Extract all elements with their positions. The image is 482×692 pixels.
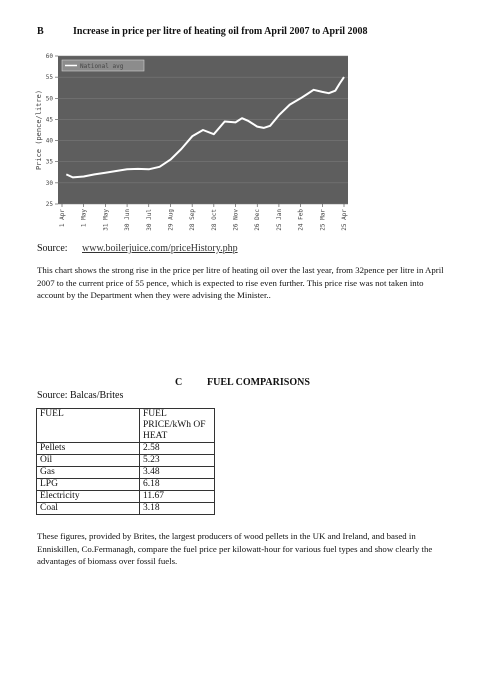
y-tick-label: 40 xyxy=(45,137,53,145)
x-tick-label: 26 Dec xyxy=(254,209,262,231)
fuel-price: 3.48 xyxy=(140,467,215,479)
section-c-source: Source: Balcas/Brites xyxy=(37,390,124,401)
x-tick-label: 31 May xyxy=(102,209,110,231)
y-tick-label: 25 xyxy=(45,201,53,208)
y-axis-ticks xyxy=(46,53,58,208)
section-b-letter: B xyxy=(37,26,44,37)
x-tick-label: 30 Jun xyxy=(124,209,132,231)
price-chart xyxy=(30,48,350,238)
table-row xyxy=(37,467,215,479)
fuel-comparison-table xyxy=(36,408,215,515)
x-tick-label: 26 Nov xyxy=(232,209,240,231)
legend-label: National avg xyxy=(80,63,124,70)
x-tick-label: 25 Apr xyxy=(341,209,348,231)
section-c-title: FUEL COMPARISONS xyxy=(207,377,310,388)
section-b-title: Increase in price per litre of heating oil from April 2007 to April 2008 xyxy=(73,26,368,37)
x-tick-label: 28 Sep xyxy=(189,209,197,231)
table-header-row xyxy=(37,409,215,443)
y-tick-label: 60 xyxy=(45,53,53,60)
x-tick-label: 24 Feb xyxy=(297,209,305,231)
x-tick-label: 29 Aug xyxy=(167,209,175,231)
x-tick-label: 30 Jul xyxy=(145,209,153,231)
x-tick-label: 25 Jan xyxy=(275,209,283,231)
legend xyxy=(62,60,144,71)
fuel-price: 5.23 xyxy=(140,455,215,467)
header-price: FUEL PRICE/kWh OF HEAT xyxy=(140,409,215,443)
fuel-name: LPG xyxy=(37,479,140,491)
y-tick-label: 30 xyxy=(45,179,53,187)
x-tick-label: 25 Mar xyxy=(319,209,327,231)
fuel-price: 3.18 xyxy=(140,503,215,515)
header-fuel: FUEL xyxy=(37,409,140,443)
fuel-name: Pellets xyxy=(37,443,140,455)
y-tick-label: 50 xyxy=(45,95,53,103)
section-c-paragraph: These figures, provided by Brites, the largest producers of wood pellets in the UK and Ireland, and based in Enniskillen, Co.Fermanagh, compare the fuel price per kilowatt-hour for various fuel types and show clearly the advantages of biomass over fossil fuels. xyxy=(37,531,433,566)
y-tick-label: 55 xyxy=(45,74,53,82)
table-row xyxy=(37,455,215,467)
table-row xyxy=(37,443,215,455)
table-row xyxy=(37,479,215,491)
x-tick-label: 1 May xyxy=(80,209,88,228)
fuel-name: Coal xyxy=(37,503,140,515)
table-row xyxy=(37,491,215,503)
x-tick-label: 1 Apr xyxy=(59,209,66,228)
table-row xyxy=(37,503,215,515)
section-c-letter: C xyxy=(175,377,183,388)
y-tick-label: 45 xyxy=(45,116,53,124)
fuel-name: Gas xyxy=(37,467,140,479)
section-b-paragraph: This chart shows the strong rise in the price per litre of heating oil over the last year, from 32pence per litre in April 2007 to the current price of 55 pence, which is expected to rise even further. This price rise was not taken into account by the Department when they were advising the Minister.. xyxy=(37,265,444,300)
fuel-name: Oil xyxy=(37,455,140,467)
y-axis-title: Price (pence/litre) xyxy=(35,89,43,171)
source-b-label: Source: xyxy=(37,243,68,254)
y-tick-label: 35 xyxy=(45,158,53,166)
fuel-price: 6.18 xyxy=(140,479,215,491)
x-axis-ticks xyxy=(59,204,348,231)
source-b-link[interactable]: www.boilerjuice.com/priceHistory.php xyxy=(82,243,238,254)
fuel-price: 11.67 xyxy=(140,491,215,503)
fuel-name: Electricity xyxy=(37,491,140,503)
fuel-price: 2.58 xyxy=(140,443,215,455)
x-tick-label: 28 Oct xyxy=(210,209,218,231)
